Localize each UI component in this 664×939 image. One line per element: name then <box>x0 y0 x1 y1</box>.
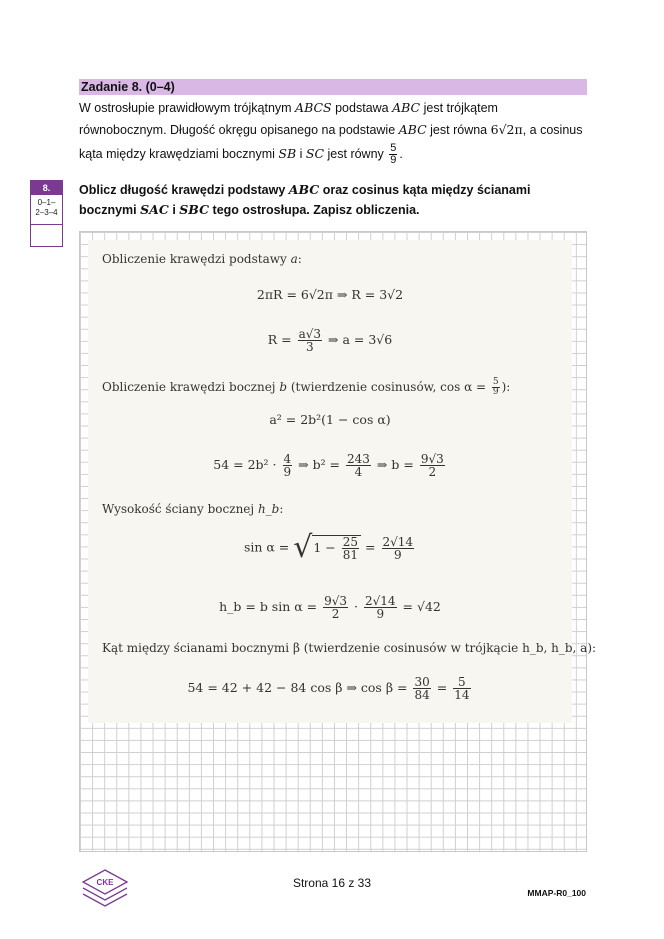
task-intro <box>79 97 589 167</box>
instruction-line-2 <box>79 200 589 220</box>
fraction-denominator: 3 <box>306 340 314 354</box>
fraction <box>323 595 348 620</box>
instruction-text: bocznymi <box>79 203 137 217</box>
fraction-numerator: 4 <box>283 452 292 466</box>
heading-text: Kąt między ścianami bocznymi β (twierdzenie cosinusów w trójkącie h_b, h_b, a): <box>102 641 597 655</box>
fraction-numerator: 243 <box>347 452 370 466</box>
math-sac: SAC <box>140 202 169 217</box>
math-abcs: ABCS <box>295 100 332 115</box>
intro-text: równobocznym. Długość okręgu opisanego na podstawie <box>79 123 396 137</box>
equation-5 <box>88 530 572 565</box>
eq-text: = <box>365 539 376 555</box>
equation-2 <box>88 328 572 353</box>
math-sc: SC <box>305 146 325 161</box>
fraction-denominator: 9 <box>283 465 292 479</box>
equation-6 <box>88 595 572 620</box>
fraction-numerator: 9√3 <box>420 452 444 466</box>
intro-line-3 <box>79 141 589 167</box>
fraction-denominator: 2 <box>331 607 340 621</box>
fraction <box>298 328 322 353</box>
task-header: Zadanie 8. (0–4) <box>79 79 587 95</box>
fraction-denominator: 9 <box>390 154 397 167</box>
fraction-numerator: 5 <box>492 377 499 387</box>
instruction-line-1 <box>79 180 589 200</box>
heading-text: ): <box>501 380 511 394</box>
fraction-denominator: 9 <box>376 607 385 621</box>
heading-text: : <box>297 252 302 266</box>
eq-text: sin α = <box>243 539 290 555</box>
fraction-denominator: 81 <box>342 547 359 562</box>
intro-text: jest równa <box>430 123 488 137</box>
fraction <box>453 676 470 701</box>
score-box <box>30 180 63 247</box>
intro-text: . <box>399 147 403 161</box>
math-var: b <box>279 380 288 394</box>
math-abc: ABC <box>288 182 320 197</box>
task-number: 8. <box>31 181 62 195</box>
section-heading-lateral-edge <box>102 378 510 397</box>
points-scale <box>31 195 62 225</box>
solution-panel <box>88 240 597 723</box>
eq-text: 54 = 42 + 42 − 84 cos β ⇒ cos β = <box>187 680 408 695</box>
task-instruction <box>79 180 589 220</box>
section-heading-face-height <box>102 502 283 516</box>
eq-text: h_b = b sin α = <box>219 599 318 614</box>
instruction-text: tego ostrosłupa. Zapisz obliczenia. <box>212 203 420 217</box>
fraction <box>492 378 500 397</box>
fraction <box>382 536 415 561</box>
fraction-numerator: 2√14 <box>382 534 414 549</box>
fraction <box>283 453 293 478</box>
points-line: 2–3–4 <box>35 208 58 217</box>
fraction-numerator: 2√14 <box>365 594 396 608</box>
eq-text: · <box>354 599 359 614</box>
points-line: 0–1– <box>37 198 56 207</box>
math-var: h_b <box>257 502 280 516</box>
instruction-text: oraz cosinus kąta między ścianami <box>322 183 531 197</box>
equation-3: a² = 2b²(1 − cos α) <box>269 412 391 427</box>
eq-text: ⇒ a = 3√6 <box>328 332 393 347</box>
fraction-denominator: 4 <box>354 465 363 479</box>
logo-text: CKE <box>96 878 114 887</box>
intro-text: i <box>299 147 303 161</box>
fraction-numerator: 25 <box>342 534 359 549</box>
intro-text: , a cosinus <box>522 123 583 137</box>
equation-7 <box>88 676 572 701</box>
equation-4 <box>88 453 572 478</box>
fraction-cos <box>389 143 397 166</box>
eq-text: = <box>436 680 448 695</box>
section-heading-dihedral-angle <box>102 641 596 655</box>
math-sb: SB <box>278 146 297 161</box>
equation-1: 2πR = 6√2π ⇒ R = 3√2 <box>256 287 404 302</box>
fraction-denominator: 9 <box>492 387 499 397</box>
fraction <box>364 595 397 620</box>
fraction <box>420 453 445 478</box>
fraction <box>413 676 430 701</box>
intro-line-2 <box>79 119 589 141</box>
math-circumference: 6√2π <box>490 122 523 137</box>
fraction-numerator: a√3 <box>298 327 322 341</box>
eq-text: = √42 <box>402 599 441 614</box>
eq-text: 1 − <box>313 539 336 555</box>
section-heading-base-edge <box>102 252 302 266</box>
fraction-denominator: 2 <box>428 465 437 479</box>
heading-text: Obliczenie krawędzi bocznej <box>102 380 276 394</box>
intro-text: jest trójkątem <box>423 101 498 115</box>
intro-text: jest równy <box>327 147 384 161</box>
math-sbc: SBC <box>179 202 210 217</box>
page-number: Strona 16 z 33 <box>292 876 372 890</box>
instruction-text: i <box>172 203 176 217</box>
fraction <box>342 536 359 561</box>
fraction-numerator: 30 <box>414 675 430 689</box>
fraction-numerator: 9√3 <box>324 594 348 608</box>
fraction-numerator: 5 <box>453 676 470 689</box>
heading-text: (twierdzenie cosinusów, cos α = <box>290 380 487 394</box>
intro-text: kąta między krawędziami bocznymi <box>79 147 275 161</box>
eq-text: ⇒ b = <box>376 457 414 472</box>
heading-text: Obliczenie krawędzi podstawy <box>102 252 287 266</box>
eq-text: ⇒ b² = <box>298 457 341 472</box>
fraction-denominator: 14 <box>454 688 470 702</box>
heading-text: Wysokość ściany bocznej <box>102 502 255 516</box>
fraction-numerator: 5 <box>390 142 397 155</box>
intro-text: W ostrosłupie prawidłowym trójkątnym <box>79 101 292 115</box>
radical-sign: √ <box>293 530 313 565</box>
fraction <box>346 453 371 478</box>
fraction-denominator: 84 <box>414 688 430 702</box>
radicand <box>312 535 361 561</box>
eq-text: 54 = 2b² · <box>213 457 277 472</box>
intro-text: podstawa <box>335 101 389 115</box>
exam-code: MMAP-R0_100 <box>527 888 586 898</box>
math-var: a <box>290 252 298 266</box>
math-abc: ABC <box>392 100 421 115</box>
eq-text: R = <box>267 332 292 347</box>
instruction-text: Oblicz długość krawędzi podstawy <box>79 183 286 197</box>
intro-line-1 <box>79 97 589 119</box>
heading-text: : <box>279 502 284 516</box>
math-abc: ABC <box>398 122 427 137</box>
fraction-denominator: 9 <box>393 547 402 562</box>
